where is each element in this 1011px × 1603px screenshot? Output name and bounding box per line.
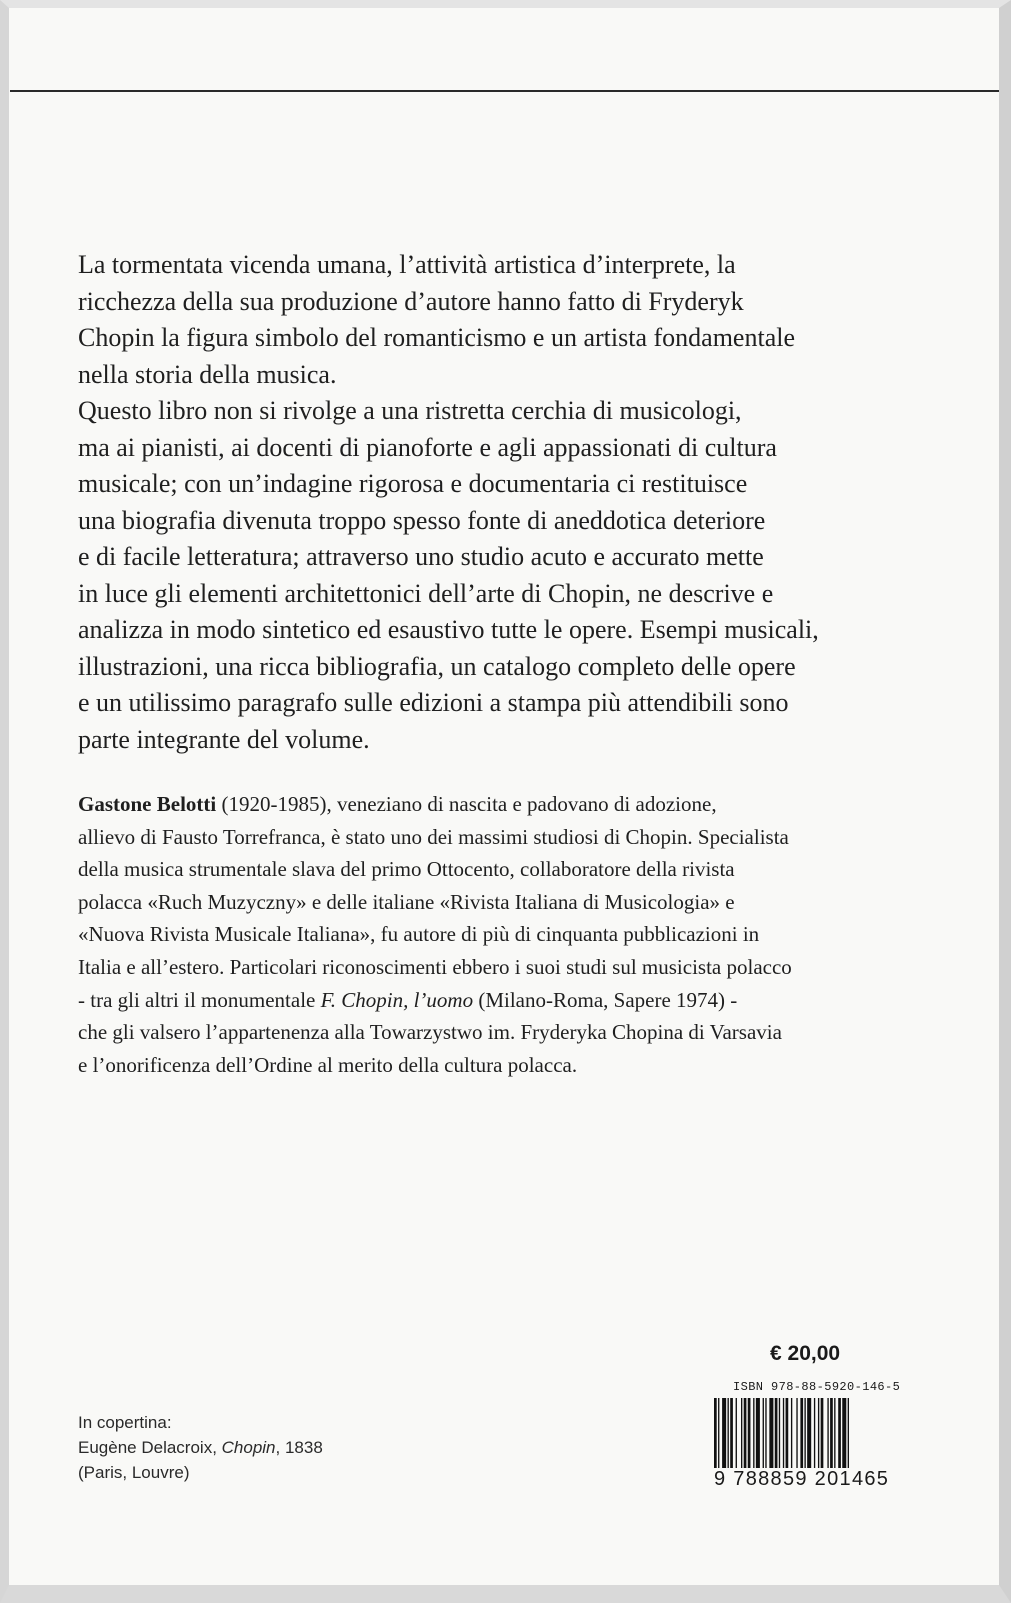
bio-line: che gli valsero l’appartenenza alla Towarzystwo im. Fryderyka Chopina di Varsavia bbox=[78, 1020, 782, 1045]
bio-line: della musica strumentale slava del primo Ottocento, collaboratore della rivista bbox=[78, 857, 735, 882]
painting-title: Chopin bbox=[221, 1438, 276, 1457]
bio-line: polacca «Ruch Muzyczny» e delle italiane «Rivista Italiana di Musicologia» e bbox=[78, 889, 735, 914]
blurb-line: ma ai pianisti, ai docenti di pianoforte e agli appassionati di cultura bbox=[78, 432, 777, 462]
book-title: F. Chopin, l’uomo bbox=[320, 987, 474, 1012]
credits-text: , 1838 bbox=[275, 1438, 323, 1457]
blurb-line: nella storia della musica. bbox=[78, 359, 337, 389]
bio-line: allievo di Fausto Torrefranca, è stato uno dei massimi studiosi di Chopin. Specialista bbox=[78, 824, 789, 849]
barcode-digits: 9 788859 201465 bbox=[714, 1468, 890, 1490]
blurb-text bbox=[78, 247, 948, 758]
blurb-line: Questo libro non si rivolge a una ristretta cerchia di musicologi, bbox=[78, 396, 742, 425]
bio-line-text: (Milano-Roma, Sapere 1974) - bbox=[473, 987, 738, 1012]
credits-line: In copertina: bbox=[78, 1413, 172, 1432]
blurb-line: una biografia divenuta troppo spesso fonte di aneddotica deteriore bbox=[78, 505, 766, 535]
blurb-line: musicale; con un’indagine rigorosa e documentaria ci restituisce bbox=[78, 469, 748, 498]
blurb-line: parte integrante del volume. bbox=[78, 724, 370, 754]
bio-line: Italia e all’estero. Particolari riconoscimenti ebbero i suoi studi sul musicista polacco bbox=[78, 954, 792, 979]
credits-line bbox=[78, 1435, 323, 1460]
bio-line-text: (1920-1985), veneziano di nascita e padovano di adozione, bbox=[216, 792, 717, 816]
author-bio bbox=[78, 788, 948, 1081]
bio-line: e l’onorificenza dell’Ordine al merito della cultura polacca. bbox=[78, 1052, 578, 1077]
price-label: € 20,00 bbox=[770, 1342, 841, 1365]
credits-line: (Paris, Louvre) bbox=[78, 1463, 190, 1482]
cover-credits bbox=[78, 1410, 323, 1485]
isbn-label: ISBN 978-88-5920-146-5 bbox=[733, 1380, 901, 1394]
bio-line bbox=[78, 984, 948, 1017]
blurb-line: Chopin la figura simbolo del romanticismo e un artista fondamentale bbox=[78, 323, 795, 352]
bio-line: «Nuova Rivista Musicale Italiana», fu autore di più di cinquanta pubblicazioni in bbox=[78, 922, 760, 947]
bio-line-text: - tra gli altri il monumentale bbox=[78, 987, 321, 1012]
credits-text: Eugène Delacroix, bbox=[78, 1438, 222, 1457]
blurb-line: La tormentata vicenda umana, l’attività artistica d’interprete, la bbox=[78, 250, 736, 279]
blurb-line: analizza in modo sintetico ed esaustivo tutte le opere. Esempi musicali, bbox=[78, 615, 819, 644]
author-name: Gastone Belotti bbox=[78, 792, 217, 816]
blurb-line: e di facile letteratura; attraverso uno studio acuto e accurato mette bbox=[78, 542, 764, 571]
blurb-line: ricchezza della sua produzione d’autore hanno fatto di Fryderyk bbox=[78, 286, 744, 316]
blurb-line: in luce gli elementi architettonici dell’arte di Chopin, ne descrive e bbox=[78, 578, 774, 608]
bio-line bbox=[78, 788, 948, 821]
blurb-line: e un utilissimo paragrafo sulle edizioni a stampa più attendibili sono bbox=[78, 688, 789, 717]
top-rule bbox=[10, 90, 1003, 92]
blurb-line: illustrazioni, una ricca bibliografia, un catalogo completo delle opere bbox=[78, 651, 796, 681]
